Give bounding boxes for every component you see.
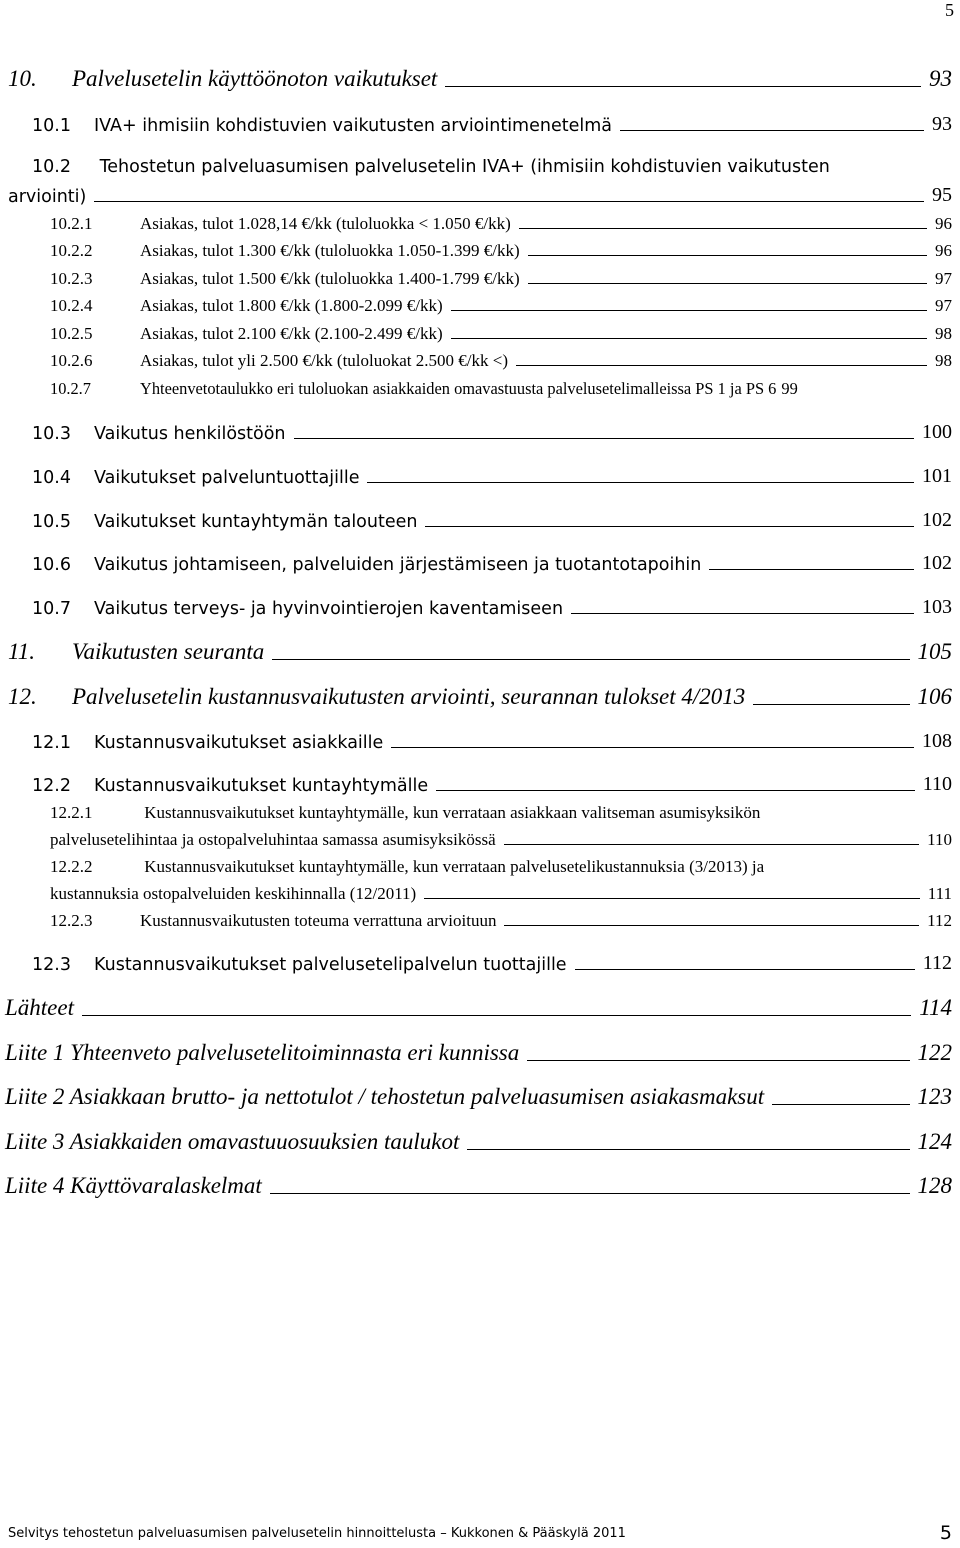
toc-page: 96 (935, 214, 952, 233)
toc-leader (709, 569, 914, 570)
toc-title: Vaikutukset palveluntuottajille (94, 468, 360, 488)
toc-title: Asiakas, tulot 1.300 €/kk (tuloluokka 1.050-1.399 €/kk) (140, 241, 520, 260)
toc-title: Palvelusetelin kustannusvaikutusten arviointi, seurannan tulokset 4/2013 (72, 684, 746, 709)
toc-title: Liite 4 Käyttövaralaskelmat (5, 1173, 262, 1198)
toc-page: 103 (922, 596, 952, 618)
toc-page: 105 (917, 639, 952, 664)
toc-entry-10-2-1[interactable] (50, 214, 952, 234)
toc-number: 12.3 (32, 955, 71, 975)
toc-page: 100 (922, 421, 952, 443)
toc-entry-12-2-2-line2[interactable] (50, 884, 952, 904)
toc-entry-liite-1[interactable] (5, 1040, 952, 1066)
toc-entry-10-7[interactable] (32, 596, 952, 619)
toc-title: Asiakas, tulot 2.100 €/kk (2.100-2.499 €/kk) (140, 324, 443, 343)
toc-entry-10-3[interactable] (32, 421, 952, 444)
toc-number: 10. (8, 66, 37, 91)
toc-title: Asiakas, tulot 1.028,14 €/kk (tuloluokka < 1.050 €/kk) (140, 214, 511, 233)
toc-entry-12[interactable] (8, 684, 952, 710)
toc-number: 10.5 (32, 512, 71, 532)
toc-title: Vaikutus terveys- ja hyvinvointierojen kaventamiseen (94, 599, 564, 619)
toc-page: 123 (917, 1084, 952, 1109)
toc-title: Kustannusvaikutukset palvelusetelipalvelun tuottajille (94, 955, 567, 975)
toc-leader (424, 898, 920, 899)
toc-page: 106 (917, 684, 952, 709)
toc-page: 93 (932, 113, 952, 135)
toc-title: Asiakas, tulot 1.500 €/kk (tuloluokka 1.400-1.799 €/kk) (140, 269, 520, 288)
toc-entry-lahteet[interactable] (5, 995, 952, 1021)
toc-page: 108 (922, 730, 952, 752)
toc-page: 114 (919, 995, 952, 1020)
toc-leader (527, 1060, 909, 1061)
toc-leader (519, 228, 927, 229)
toc-number: 12.2.2 (50, 857, 93, 876)
toc-leader (772, 1104, 909, 1105)
toc-leader (504, 925, 919, 926)
toc-number: 10.2.4 (50, 296, 93, 315)
toc-page: 112 (927, 911, 952, 930)
toc-title: IVA+ ihmisiin kohdistuvien vaikutusten arviointimenetelmä (94, 116, 612, 136)
toc-entry-10-1[interactable] (32, 113, 952, 136)
toc-entry-12-1[interactable] (32, 730, 952, 753)
toc-entry-10-2-4[interactable] (50, 296, 952, 316)
toc-title: Lähteet (5, 995, 74, 1020)
toc-number: 10.2.7 (50, 379, 91, 398)
toc-number: 11. (8, 639, 36, 664)
toc-page: 97 (935, 269, 952, 288)
toc-entry-10-6[interactable] (32, 552, 952, 575)
toc-entry-12-2-3[interactable] (50, 911, 952, 931)
page-number-top: 5 (945, 0, 954, 20)
toc-title: Kustannusvaikutukset asiakkaille (94, 733, 384, 753)
toc-page: 102 (922, 509, 952, 531)
toc-title: Tehostetun palveluasumisen palvelusetelin IVA+ (ihmisiin kohdistuvien vaikutusten (99, 157, 830, 177)
toc-page: 110 (922, 773, 952, 795)
toc-page: 124 (917, 1129, 952, 1154)
toc-number: 12.2.1 (50, 803, 93, 822)
toc-leader (575, 969, 915, 970)
toc-title-continued: arviointi) (8, 187, 87, 207)
toc-leader (451, 310, 927, 311)
toc-entry-liite-3[interactable] (5, 1129, 952, 1155)
toc-leader (436, 790, 915, 791)
toc-number: 10.7 (32, 599, 71, 619)
toc-title: Vaikutus henkilöstöön (94, 424, 286, 444)
toc-entry-10-2-line2[interactable] (8, 184, 952, 207)
toc-title: Kustannusvaikutukset kuntayhtymälle (94, 776, 429, 796)
toc-page: 111 (927, 884, 952, 903)
toc-page: 101 (922, 465, 952, 487)
toc-entry-liite-2[interactable] (5, 1084, 952, 1110)
toc-title-continued: kustannuksia ostopalveluiden keskihinnalla (12/2011) (50, 884, 417, 903)
toc-title: Kustannusvaikutusten toteuma verrattuna arvioituun (140, 911, 497, 930)
toc-title: Asiakas, tulot 1.800 €/kk (1.800-2.099 €/kk) (140, 296, 443, 315)
toc-page: 97 (935, 296, 952, 315)
toc-entry-10-5[interactable] (32, 509, 952, 532)
toc-number: 10.6 (32, 555, 71, 575)
toc-number: 12.2 (32, 776, 71, 796)
toc-number: 10.2.6 (50, 351, 93, 370)
toc-entry-10-2-3[interactable] (50, 269, 952, 289)
toc-leader (270, 1193, 910, 1194)
toc-number: 12.1 (32, 733, 71, 753)
toc-number: 12. (8, 684, 37, 709)
toc-title-continued: palvelusetelihintaa ja ostopalveluhintaa samassa asumisyksikössä (50, 830, 496, 849)
toc-number: 10.2.2 (50, 241, 93, 260)
toc-page: 95 (932, 184, 952, 206)
toc-leader (294, 438, 914, 439)
toc-number: 12.2.3 (50, 911, 93, 930)
toc-leader (528, 283, 927, 284)
toc-number: 10.4 (32, 468, 71, 488)
footer-page-number: 5 (939, 1522, 952, 1544)
toc-leader (272, 659, 909, 660)
toc-number: 10.2 (32, 157, 71, 177)
toc-title: Vaikutusten seuranta (72, 639, 265, 664)
toc-entry-10-2-5[interactable] (50, 324, 952, 344)
toc-page: 93 (929, 66, 952, 91)
toc-number: 10.2.5 (50, 324, 93, 343)
toc-leader (516, 365, 927, 366)
toc-entry-12-2-1-line1[interactable] (50, 803, 760, 823)
toc-entry-12-3[interactable] (32, 952, 952, 975)
toc-title: Vaikutukset kuntayhtymän talouteen (94, 512, 418, 532)
toc-number: 10.3 (32, 424, 71, 444)
toc-page: 122 (917, 1040, 952, 1065)
toc-leader (753, 704, 909, 705)
toc-entry-12-2-2-line1[interactable] (50, 857, 764, 877)
toc-number: 10.2.1 (50, 214, 93, 233)
toc-leader (82, 1015, 911, 1016)
toc-entry-liite-4[interactable] (5, 1173, 952, 1199)
toc-entry-10[interactable] (8, 66, 952, 92)
toc-page: 99 (781, 379, 798, 398)
toc-leader (467, 1149, 909, 1150)
toc-entry-10-2-2[interactable] (50, 241, 952, 261)
toc-leader (367, 482, 914, 483)
toc-leader (451, 338, 927, 339)
toc-title: Palvelusetelin käyttöönoton vaikutukset (72, 66, 438, 91)
toc-entry-10-2-6[interactable] (50, 351, 952, 371)
toc-entry-11[interactable] (8, 639, 952, 665)
toc-entry-10-2-line1[interactable] (32, 157, 830, 177)
toc-entry-12-2[interactable] (32, 773, 952, 796)
toc-leader (94, 201, 924, 202)
toc-page: 96 (935, 241, 952, 260)
toc-page: 102 (922, 552, 952, 574)
toc-leader (528, 255, 927, 256)
toc-number: 10.2.3 (50, 269, 93, 288)
toc-page: 110 (927, 830, 952, 849)
toc-leader (571, 613, 914, 614)
toc-title: Kustannusvaikutukset kuntayhtymälle, kun verrataan asiakkaan valitseman asumisyksikön (144, 803, 761, 822)
toc-title: Vaikutus johtamiseen, palveluiden järjestämiseen ja tuotantotapoihin (94, 555, 702, 575)
toc-leader (391, 747, 914, 748)
toc-page: 98 (935, 351, 952, 370)
toc-entry-10-4[interactable] (32, 465, 952, 488)
toc-number: 10.1 (32, 116, 71, 136)
toc-leader (425, 526, 914, 527)
toc-page: 128 (917, 1173, 952, 1198)
footer-text: Selvitys tehostetun palveluasumisen palvelusetelin hinnoittelusta – Kukkonen & Pääskylä 2011 (8, 1526, 626, 1541)
toc-title: Kustannusvaikutukset kuntayhtymälle, kun verrataan palvelusetelikustannuksia (3/2013) ja (144, 857, 765, 876)
toc-page: 112 (922, 952, 952, 974)
toc-entry-10-2-7[interactable] (50, 379, 952, 399)
toc-title: Asiakas, tulot yli 2.500 €/kk (tuloluokat 2.500 €/kk <) (140, 351, 508, 370)
toc-title: Liite 2 Asiakkaan brutto- ja nettotulot / tehostetun palveluasumisen asiakasmaksut (5, 1084, 765, 1109)
toc-title: Liite 3 Asiakkaiden omavastuuosuuksien taulukot (5, 1129, 460, 1154)
toc-title: Yhteenvetotaulukko eri tuloluokan asiakkaiden omavastuusta palvelusetelimalleissa PS 1 ja PS 6 (140, 379, 777, 398)
toc-leader (445, 86, 921, 87)
toc-leader (620, 130, 924, 131)
toc-page: 98 (935, 324, 952, 343)
toc-leader (504, 844, 919, 845)
toc-entry-12-2-1-line2[interactable] (50, 830, 952, 850)
toc-title: Liite 1 Yhteenveto palvelusetelitoiminnasta eri kunnissa (5, 1040, 520, 1065)
